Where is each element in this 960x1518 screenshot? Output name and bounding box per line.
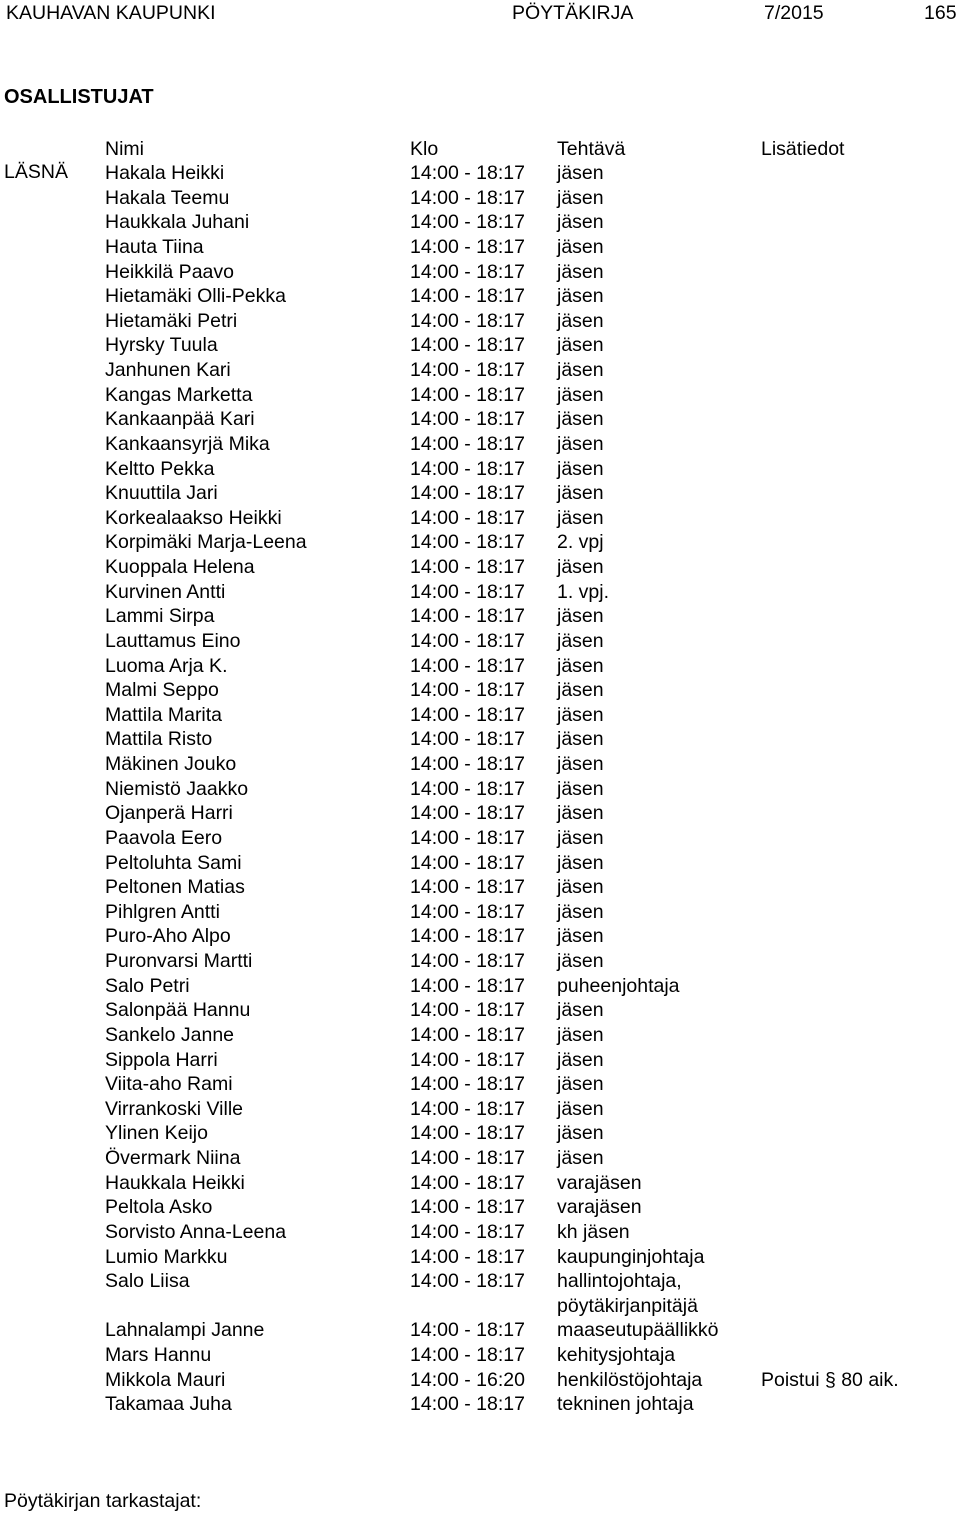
participant-role: jäsen <box>557 629 604 652</box>
table-row <box>0 506 960 531</box>
table-row <box>0 530 960 555</box>
column-header-role: Tehtävä <box>557 138 626 160</box>
participant-name: Pihlgren Antti <box>105 900 220 923</box>
participant-role: jäsen <box>557 802 604 825</box>
table-row <box>0 924 960 949</box>
participant-time: 14:00 - 18:17 <box>410 1073 525 1096</box>
section-title: OSALLISTUJAT <box>4 86 154 108</box>
participant-name: Sippola Harri <box>105 1048 218 1071</box>
participant-role: jäsen <box>557 383 604 406</box>
participant-info: Poistui § 80 aik. <box>761 1368 899 1391</box>
table-row <box>0 875 960 900</box>
table-row <box>0 235 960 260</box>
participant-time: 14:00 - 18:17 <box>410 1196 525 1219</box>
table-row <box>0 900 960 925</box>
participant-name: Peltonen Matias <box>105 876 245 899</box>
participant-role: tekninen johtaja <box>557 1393 694 1416</box>
participant-name: Keltto Pekka <box>105 457 215 480</box>
participant-name: Janhunen Kari <box>105 359 231 381</box>
participant-name: Hietamäki Petri <box>105 309 238 332</box>
table-row <box>0 580 960 605</box>
table-row <box>0 1220 960 1245</box>
table-row <box>0 851 960 876</box>
participant-time: 14:00 - 18:17 <box>410 802 525 825</box>
table-row <box>0 777 960 802</box>
participant-role: jäsen <box>557 309 604 332</box>
participant-time: 14:00 - 18:17 <box>410 211 525 234</box>
participant-role: jäsen <box>557 777 604 800</box>
participant-name: Takamaa Juha <box>105 1393 232 1416</box>
participant-time: 14:00 - 18:17 <box>410 1270 525 1293</box>
participant-time: 14:00 - 18:17 <box>410 900 525 923</box>
table-row <box>0 1294 960 1319</box>
participant-name: Korkealaakso Heikki <box>105 506 282 529</box>
participant-name: Virrankoski Ville <box>105 1097 244 1120</box>
page-header <box>0 0 960 26</box>
attendance-status-label: LÄSNÄ <box>4 161 68 183</box>
table-row <box>0 333 960 358</box>
document-type: PÖYTÄKIRJA <box>512 2 634 24</box>
table-row <box>0 629 960 654</box>
participant-time: 14:00 - 18:17 <box>410 235 525 258</box>
participant-time: 14:00 - 18:17 <box>410 1048 525 1071</box>
participant-name: Luoma Arja K. <box>105 654 228 677</box>
participant-time: 14:00 - 18:17 <box>410 186 525 209</box>
participant-time: 14:00 - 18:17 <box>410 556 525 578</box>
participant-role: jäsen <box>557 260 604 283</box>
participant-time: 14:00 - 18:17 <box>410 605 525 628</box>
participant-name: Kangas Marketta <box>105 383 253 406</box>
table-row <box>0 678 960 703</box>
participant-role: jäsen <box>557 605 604 628</box>
participant-time: 14:00 - 18:17 <box>410 580 525 603</box>
participant-role: jäsen <box>557 925 604 948</box>
participant-name: Mattila Marita <box>105 703 223 726</box>
table-row <box>0 186 960 211</box>
participant-name: Viita-aho Rami <box>105 1073 233 1096</box>
participant-role: jäsen <box>557 654 604 677</box>
participant-role: jäsen <box>557 679 604 702</box>
table-row <box>0 727 960 752</box>
table-row <box>0 383 960 408</box>
participant-time: 14:00 - 18:17 <box>410 999 525 1022</box>
table-row <box>0 826 960 851</box>
participant-role: jäsen <box>557 186 604 209</box>
participant-role: jäsen <box>557 876 604 899</box>
table-row <box>0 801 960 826</box>
participant-time: 14:00 - 18:17 <box>410 1393 525 1416</box>
table-row <box>0 1023 960 1048</box>
participant-name: Haukkala Juhani <box>105 211 250 234</box>
table-row <box>0 1072 960 1097</box>
table-row <box>0 1171 960 1196</box>
table-row <box>0 1245 960 1270</box>
participant-role: jäsen <box>557 432 604 455</box>
table-row <box>0 1318 960 1343</box>
participant-role: jäsen <box>557 1097 604 1120</box>
participant-name: Korpimäki Marja-Leena <box>105 531 307 554</box>
participant-role: jäsen <box>557 703 604 726</box>
participant-name: Kuoppala Helena <box>105 556 255 578</box>
table-row <box>0 1269 960 1294</box>
participant-role: jäsen <box>557 826 604 849</box>
column-header-info: Lisätiedot <box>761 138 845 160</box>
participant-time: 14:00 - 18:17 <box>410 334 525 357</box>
participant-role: jäsen <box>557 235 604 258</box>
participant-name: Hietamäki Olli-Pekka <box>105 285 286 308</box>
page-number: 165 <box>924 2 957 24</box>
participant-time: 14:00 - 16:20 <box>410 1368 525 1391</box>
participant-name: Hauta Tiina <box>105 235 204 258</box>
participant-name: Övermark Niina <box>105 1147 241 1169</box>
participant-name: Sankelo Janne <box>105 1023 235 1046</box>
participant-time: 14:00 - 18:17 <box>410 851 525 874</box>
participant-time: 14:00 - 18:17 <box>410 753 525 775</box>
participant-role: jäsen <box>557 211 604 234</box>
table-row <box>0 1097 960 1122</box>
participant-role: jäsen <box>557 1048 604 1071</box>
participant-name: Knuuttila Jari <box>105 482 218 505</box>
participant-time: 14:00 - 18:17 <box>410 309 525 332</box>
participant-time: 14:00 - 18:17 <box>410 260 525 283</box>
participant-time: 14:00 - 18:17 <box>410 1220 525 1243</box>
participant-name: Hakala Teemu <box>105 186 230 209</box>
participant-name: Haukkala Heikki <box>105 1171 245 1194</box>
participant-time: 14:00 - 18:17 <box>410 728 525 751</box>
table-row <box>0 432 960 457</box>
participant-time: 14:00 - 18:17 <box>410 1122 525 1145</box>
participant-time: 14:00 - 18:17 <box>410 974 525 997</box>
participant-time: 14:00 - 18:17 <box>410 482 525 505</box>
participant-name: Lahnalampi Janne <box>105 1319 265 1342</box>
participant-role: jäsen <box>557 950 604 972</box>
participant-name: Hakala Heikki <box>105 162 225 184</box>
table-row <box>0 1392 960 1417</box>
participant-role: 2. vpj <box>557 531 604 554</box>
participant-role: jäsen <box>557 728 604 751</box>
participant-role: jäsen <box>557 1073 604 1096</box>
table-row <box>0 457 960 482</box>
participant-role: varajäsen <box>557 1171 642 1194</box>
table-row <box>0 752 960 777</box>
participant-time: 14:00 - 18:17 <box>410 679 525 702</box>
table-row <box>0 309 960 334</box>
participant-role: henkilöstöjohtaja <box>557 1368 703 1391</box>
participant-name: Peltola Asko <box>105 1196 213 1219</box>
participant-time: 14:00 - 18:17 <box>410 777 525 800</box>
participant-name: Peltoluhta Sami <box>105 851 242 874</box>
participant-time: 14:00 - 18:17 <box>410 506 525 529</box>
table-row <box>0 161 960 186</box>
participant-name: Puro-Aho Alpo <box>105 925 231 948</box>
participant-role: jäsen <box>557 334 604 357</box>
participant-role: kehitysjohtaja <box>557 1344 676 1366</box>
participant-role: 1. vpj. <box>557 580 610 603</box>
table-row <box>0 210 960 235</box>
participant-name: Heikkilä Paavo <box>105 260 234 283</box>
participant-role: jäsen <box>557 999 604 1022</box>
participant-table <box>0 161 960 1417</box>
column-header-time: Klo <box>410 138 439 160</box>
participant-role: maaseutupäällikkö <box>557 1319 719 1342</box>
participant-role: jäsen <box>557 457 604 480</box>
participant-role: jäsen <box>557 1023 604 1046</box>
table-row <box>0 358 960 383</box>
participant-name: Mars Hannu <box>105 1344 212 1366</box>
participant-name: Hyrsky Tuula <box>105 334 218 357</box>
participant-time: 14:00 - 18:17 <box>410 654 525 677</box>
participant-role: jäsen <box>557 1147 604 1169</box>
table-row <box>0 481 960 506</box>
table-row <box>0 1146 960 1171</box>
column-header-name: Nimi <box>105 138 144 160</box>
participant-role: jäsen <box>557 851 604 874</box>
participant-time: 14:00 - 18:17 <box>410 285 525 308</box>
table-row <box>0 1368 960 1393</box>
participant-role: jäsen <box>557 482 604 505</box>
participant-time: 14:00 - 18:17 <box>410 408 525 431</box>
participant-time: 14:00 - 18:17 <box>410 1245 525 1268</box>
table-row <box>0 1121 960 1146</box>
table-row <box>0 703 960 728</box>
participant-name: Ojanperä Harri <box>105 802 233 825</box>
participant-role: jäsen <box>557 285 604 308</box>
participant-name: Lumio Markku <box>105 1245 228 1268</box>
participant-time: 14:00 - 18:17 <box>410 876 525 899</box>
table-row <box>0 604 960 629</box>
table-row <box>0 260 960 285</box>
table-row <box>0 949 960 974</box>
participant-role: jäsen <box>557 408 604 431</box>
participant-name: Paavola Eero <box>105 826 223 849</box>
participant-name: Sorvisto Anna-Leena <box>105 1220 287 1243</box>
participant-time: 14:00 - 18:17 <box>410 629 525 652</box>
participant-name: Mikkola Mauri <box>105 1368 226 1391</box>
participant-name: Kankaanpää Kari <box>105 408 255 431</box>
participant-time: 14:00 - 18:17 <box>410 1344 525 1366</box>
participant-time: 14:00 - 18:17 <box>410 703 525 726</box>
participant-role: jäsen <box>557 506 604 529</box>
participant-time: 14:00 - 18:17 <box>410 162 525 184</box>
participant-role: jäsen <box>557 753 604 775</box>
participant-name: Salo Liisa <box>105 1270 190 1293</box>
participant-role: jäsen <box>557 1122 604 1145</box>
table-row <box>0 974 960 999</box>
participant-name: Malmi Seppo <box>105 679 219 702</box>
participant-role: varajäsen <box>557 1196 642 1219</box>
participant-role: jäsen <box>557 162 604 184</box>
participant-name: Kurvinen Antti <box>105 580 226 603</box>
participant-time: 14:00 - 18:17 <box>410 359 525 381</box>
table-row <box>0 998 960 1023</box>
table-row <box>0 1048 960 1073</box>
participant-name: Lammi Sirpa <box>105 605 215 628</box>
table-row <box>0 654 960 679</box>
participant-time: 14:00 - 18:17 <box>410 1171 525 1194</box>
participant-time: 14:00 - 18:17 <box>410 457 525 480</box>
table-row <box>0 284 960 309</box>
participant-time: 14:00 - 18:17 <box>410 1023 525 1046</box>
participant-time: 14:00 - 18:17 <box>410 1319 525 1342</box>
table-row <box>0 1343 960 1368</box>
participant-role: jäsen <box>557 359 604 381</box>
participant-role: kaupunginjohtaja <box>557 1245 705 1268</box>
participant-name: Mäkinen Jouko <box>105 753 237 775</box>
document-number: 7/2015 <box>764 2 824 24</box>
participant-time: 14:00 - 18:17 <box>410 1147 525 1169</box>
participant-name: Puronvarsi Martti <box>105 950 253 972</box>
participant-role: jäsen <box>557 556 604 578</box>
participant-name: Salonpää Hannu <box>105 999 251 1022</box>
participant-role: jäsen <box>557 900 604 923</box>
participant-time: 14:00 - 18:17 <box>410 531 525 554</box>
participant-role: kh jäsen <box>557 1220 630 1243</box>
participant-time: 14:00 - 18:17 <box>410 432 525 455</box>
organization-name: KAUHAVAN KAUPUNKI <box>6 2 216 24</box>
participant-name: Niemistö Jaakko <box>105 777 249 800</box>
participant-name: Lauttamus Eino <box>105 629 241 652</box>
participant-time: 14:00 - 18:17 <box>410 383 525 406</box>
table-row <box>0 555 960 580</box>
participant-name: Mattila Risto <box>105 728 213 751</box>
participant-name: Salo Petri <box>105 974 190 997</box>
participant-time: 14:00 - 18:17 <box>410 950 525 972</box>
participant-role: puheenjohtaja <box>557 974 680 997</box>
participant-name: Kankaansyrjä Mika <box>105 432 270 455</box>
participant-role: hallintojohtaja, <box>557 1270 682 1293</box>
footer-label: Pöytäkirjan tarkastajat: <box>4 1490 202 1512</box>
table-row <box>0 1195 960 1220</box>
participant-role: pöytäkirjanpitäjä <box>557 1294 698 1317</box>
participant-time: 14:00 - 18:17 <box>410 1097 525 1120</box>
participant-time: 14:00 - 18:17 <box>410 925 525 948</box>
table-row <box>0 407 960 432</box>
participant-name: Ylinen Keijo <box>105 1122 208 1145</box>
participant-time: 14:00 - 18:17 <box>410 826 525 849</box>
